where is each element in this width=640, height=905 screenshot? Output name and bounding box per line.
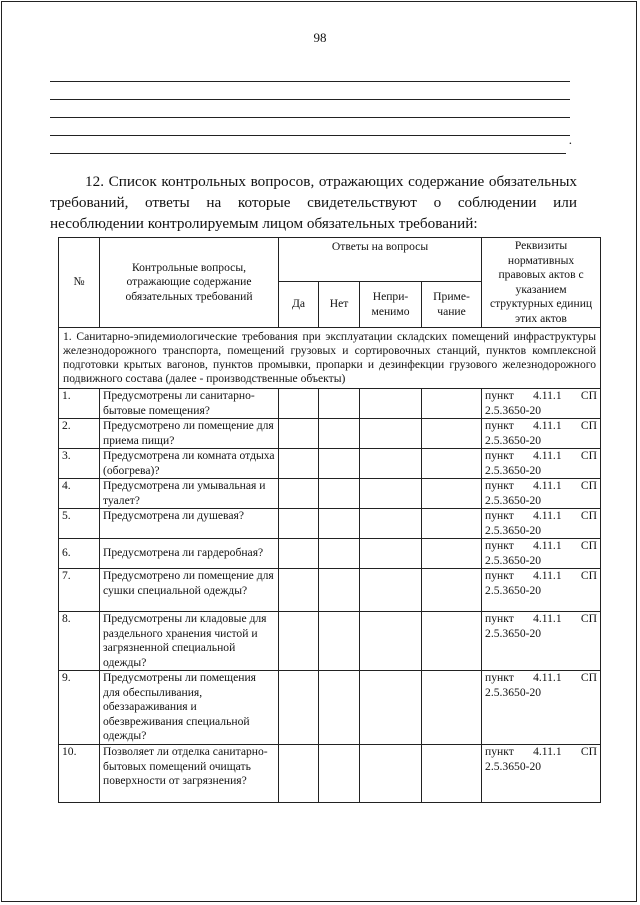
- req-code: 2.5.3650-20: [485, 759, 542, 773]
- answer-no-cell[interactable]: [319, 389, 360, 419]
- req-word: пункт: [485, 612, 514, 625]
- answer-note-cell[interactable]: [422, 479, 482, 509]
- req-clause: 4.11.1: [533, 509, 562, 522]
- header-yes: Да: [279, 282, 319, 328]
- row-number: 2.: [59, 419, 100, 449]
- req-act: СП: [580, 745, 598, 758]
- answer-no-cell[interactable]: [319, 671, 360, 745]
- table-row: [59, 612, 601, 671]
- row-requisites: [482, 745, 601, 803]
- table-row: [59, 569, 601, 612]
- req-clause: 4.11.1: [533, 612, 562, 625]
- answer-not-applicable-cell[interactable]: [360, 539, 422, 569]
- table-row: [59, 539, 601, 569]
- answer-note-cell[interactable]: [422, 449, 482, 479]
- req-act: СП: [580, 479, 598, 492]
- answer-note-cell[interactable]: [422, 419, 482, 449]
- req-code: 2.5.3650-20: [485, 553, 542, 567]
- req-clause: 4.11.1: [533, 389, 562, 402]
- row-number: 5.: [59, 509, 100, 539]
- answer-yes-cell[interactable]: [279, 419, 319, 449]
- answer-no-cell[interactable]: [319, 745, 360, 803]
- row-question: Предусмотрены ли помещения для обеспыливания, обеззараживания и обезвреживания специальной одежды?: [100, 671, 279, 745]
- row-number: 10.: [59, 745, 100, 803]
- req-act: СП: [580, 569, 598, 582]
- table-row: [59, 449, 601, 479]
- header-question: Контрольные вопросы, отражающие содержание обязательных требований: [100, 238, 279, 328]
- row-question: Предусмотрена ли комната отдыха (обогрева)?: [100, 449, 279, 479]
- header-no: Нет: [319, 282, 360, 328]
- row-question: Предусмотрены ли санитарно-бытовые помещения?: [100, 389, 279, 419]
- row-requisites: [482, 671, 601, 745]
- row-question: Предусмотрена ли душевая?: [100, 509, 279, 539]
- blank-line: [50, 64, 570, 82]
- header-not-applicable: Непри-менимо: [360, 282, 422, 328]
- answer-yes-cell[interactable]: [279, 539, 319, 569]
- table-row: [59, 419, 601, 449]
- table-row: [59, 479, 601, 509]
- req-clause: 4.11.1: [533, 449, 562, 462]
- req-code: 2.5.3650-20: [485, 463, 542, 477]
- row-number: 6.: [59, 539, 100, 569]
- answer-yes-cell[interactable]: [279, 509, 319, 539]
- answer-note-cell[interactable]: [422, 539, 482, 569]
- req-act: СП: [580, 449, 598, 462]
- req-code: 2.5.3650-20: [485, 626, 542, 640]
- answer-note-cell[interactable]: [422, 612, 482, 671]
- req-word: пункт: [485, 569, 514, 582]
- row-requisites: [482, 612, 601, 671]
- answer-note-cell[interactable]: [422, 569, 482, 612]
- blank-line: [50, 82, 570, 100]
- row-requisites: [482, 449, 601, 479]
- answer-not-applicable-cell[interactable]: [360, 389, 422, 419]
- blank-line: [50, 136, 566, 154]
- section-title: 1. Санитарно-эпидемиологические требования при эксплуатации складских помещений инфраструктуры железнодорожного транспорта, помещений грузовых и сортировочных станций, пунктов комплексной подготовки крытых вагонов, пунктов промывки, пропарки и дезинфекции грузового железнодорожного подвижного состава (далее - производственные объекты): [59, 328, 601, 389]
- row-question: Предусмотрена ли гардеробная?: [100, 539, 279, 569]
- header-requisites: Реквизиты нормативных правовых актов с указанием структурных единиц этих актов: [482, 238, 601, 328]
- row-number: 8.: [59, 612, 100, 671]
- req-act: СП: [580, 509, 598, 522]
- req-act: СП: [580, 419, 598, 432]
- req-act: СП: [580, 612, 598, 625]
- req-act: СП: [580, 539, 598, 552]
- row-question: Предусмотрено ли помещение для приема пищи?: [100, 419, 279, 449]
- answer-not-applicable-cell[interactable]: [360, 671, 422, 745]
- answer-yes-cell[interactable]: [279, 449, 319, 479]
- answer-not-applicable-cell[interactable]: [360, 479, 422, 509]
- answer-note-cell[interactable]: [422, 671, 482, 745]
- answer-yes-cell[interactable]: [279, 389, 319, 419]
- answer-yes-cell[interactable]: [279, 569, 319, 612]
- req-code: 2.5.3650-20: [485, 523, 542, 537]
- req-code: 2.5.3650-20: [485, 493, 542, 507]
- row-requisites: [482, 569, 601, 612]
- req-clause: 4.11.1: [533, 539, 562, 552]
- header-answers: Ответы на вопросы: [279, 238, 482, 282]
- req-code: 2.5.3650-20: [485, 583, 542, 597]
- answer-no-cell[interactable]: [319, 479, 360, 509]
- row-number: 9.: [59, 671, 100, 745]
- answer-no-cell[interactable]: [319, 509, 360, 539]
- blank-line: [50, 100, 570, 118]
- answer-no-cell[interactable]: [319, 449, 360, 479]
- page-number: 98: [313, 30, 327, 45]
- section-heading: 12. Список контрольных вопросов, отражающих содержание обязательных требований, ответы на которые свидетельствуют о соблюдении или несоблюдении контролируемым лицом обязательных требований:: [50, 173, 577, 232]
- header-note: Приме-чание: [422, 282, 482, 328]
- answer-yes-cell[interactable]: [279, 671, 319, 745]
- answer-not-applicable-cell[interactable]: [360, 569, 422, 612]
- row-requisites: [482, 509, 601, 539]
- row-requisites: [482, 539, 601, 569]
- answer-no-cell[interactable]: [319, 419, 360, 449]
- row-question: Позволяет ли отделка санитарно-бытовых помещений очищать поверхности от загрязнения?: [100, 745, 279, 803]
- table-row: [59, 389, 601, 419]
- req-code: 2.5.3650-20: [485, 403, 542, 417]
- req-word: пункт: [485, 539, 514, 552]
- answer-no-cell[interactable]: [319, 569, 360, 612]
- answer-no-cell[interactable]: [319, 539, 360, 569]
- row-number: 7.: [59, 569, 100, 612]
- req-act: СП: [580, 671, 598, 684]
- answer-not-applicable-cell[interactable]: [360, 419, 422, 449]
- row-question: Предусмотрено ли помещение для сушки специальной одежды?: [100, 569, 279, 612]
- answer-not-applicable-cell[interactable]: [360, 745, 422, 803]
- req-word: пункт: [485, 479, 514, 492]
- answer-yes-cell[interactable]: [279, 479, 319, 509]
- req-act: СП: [580, 389, 598, 402]
- answer-note-cell[interactable]: [422, 745, 482, 803]
- row-requisites: [482, 389, 601, 419]
- table-row: [59, 509, 601, 539]
- line-end-mark: .: [568, 132, 572, 147]
- answer-yes-cell[interactable]: [279, 612, 319, 671]
- req-word: пункт: [485, 389, 514, 402]
- row-question: Предусмотрена ли умывальная и туалет?: [100, 479, 279, 509]
- req-clause: 4.11.1: [533, 671, 562, 684]
- req-clause: 4.11.1: [533, 479, 562, 492]
- req-clause: 4.11.1: [533, 569, 562, 582]
- answer-not-applicable-cell[interactable]: [360, 612, 422, 671]
- req-word: пункт: [485, 419, 514, 432]
- req-code: 2.5.3650-20: [485, 685, 542, 699]
- answer-not-applicable-cell[interactable]: [360, 509, 422, 539]
- row-question: Предусмотрены ли кладовые для раздельного хранения чистой и загрязненной специальной одежды?: [100, 612, 279, 671]
- table-row: [59, 745, 601, 803]
- blank-fill-lines: [50, 64, 570, 154]
- row-number: 1.: [59, 389, 100, 419]
- req-clause: 4.11.1: [533, 745, 562, 758]
- row-number: 3.: [59, 449, 100, 479]
- row-requisites: [482, 419, 601, 449]
- row-number: 4.: [59, 479, 100, 509]
- answer-note-cell[interactable]: [422, 389, 482, 419]
- row-requisites: [482, 479, 601, 509]
- blank-line: [50, 118, 570, 136]
- table-row: [59, 671, 601, 745]
- req-word: пункт: [485, 449, 514, 462]
- req-code: 2.5.3650-20: [485, 433, 542, 447]
- checklist-table: [58, 237, 601, 803]
- answer-yes-cell[interactable]: [279, 745, 319, 803]
- answer-note-cell[interactable]: [422, 509, 482, 539]
- req-word: пункт: [485, 745, 514, 758]
- answer-not-applicable-cell[interactable]: [360, 449, 422, 479]
- req-clause: 4.11.1: [533, 419, 562, 432]
- answer-no-cell[interactable]: [319, 612, 360, 671]
- req-word: пункт: [485, 671, 514, 684]
- req-word: пункт: [485, 509, 514, 522]
- header-number: №: [59, 238, 100, 328]
